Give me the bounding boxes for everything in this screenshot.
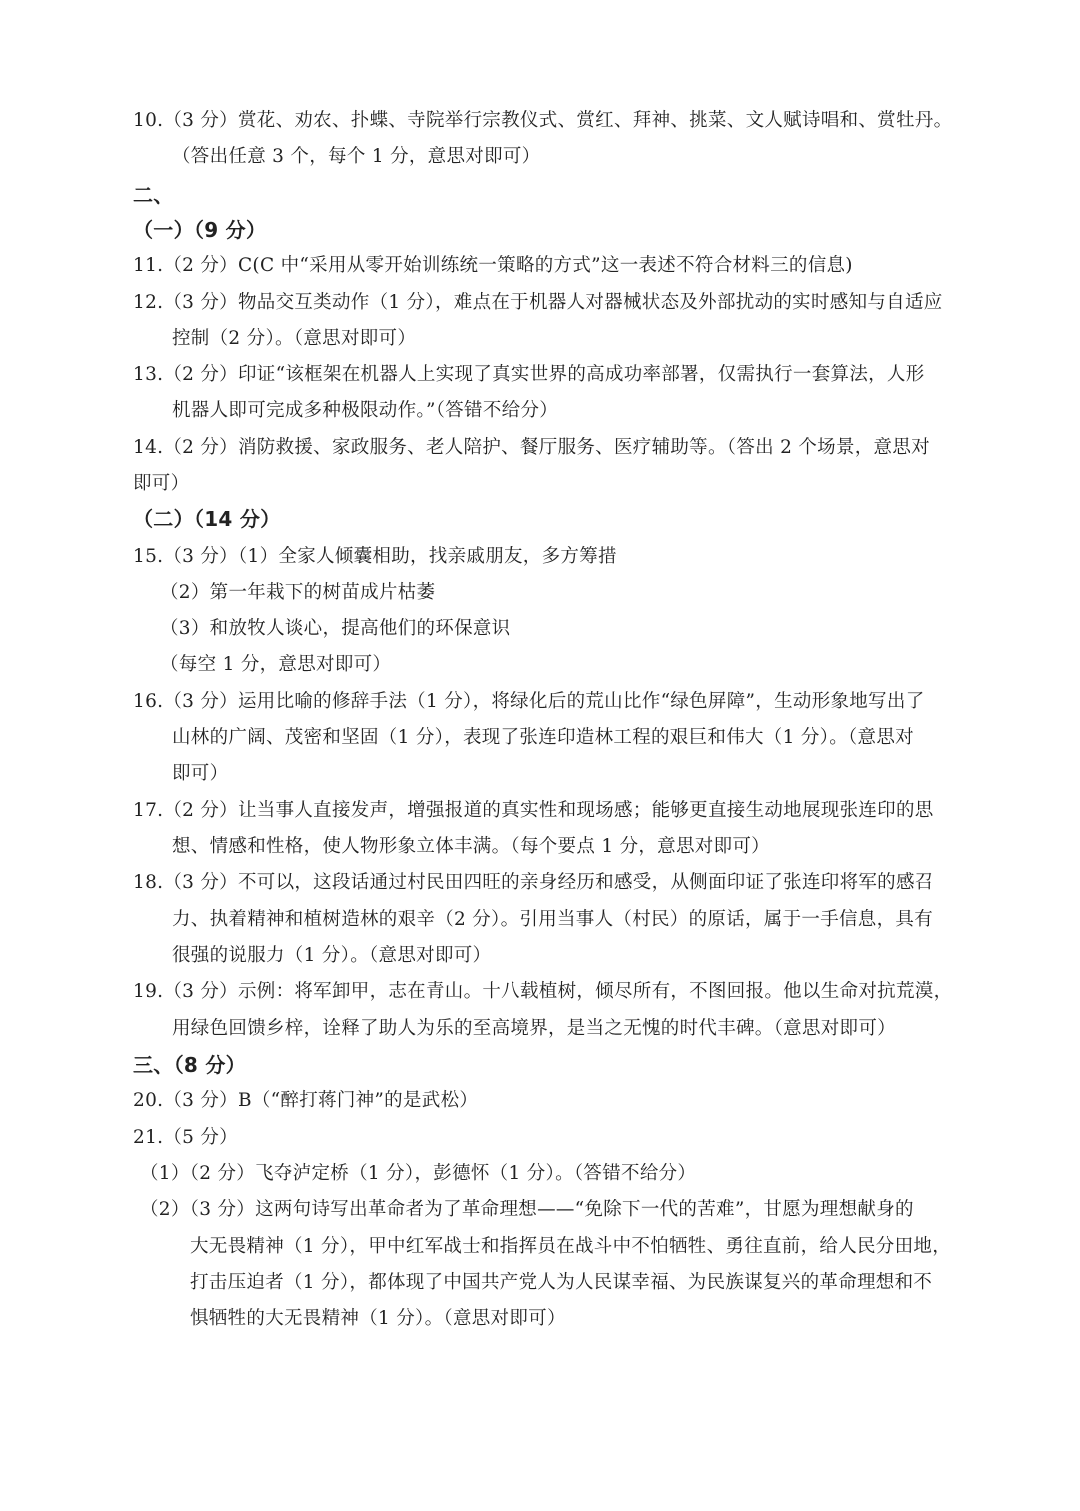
answer-15-part-2: （2）第一年栽下的树苗成片枯萎 bbox=[160, 582, 436, 603]
section-2-heading: 二、 bbox=[133, 183, 174, 207]
subsection-1-heading: （一）（9 分） bbox=[133, 218, 267, 242]
answer-16-cont-2: 即可） bbox=[172, 763, 229, 784]
subsection-2-heading: （二）（14 分） bbox=[133, 507, 281, 531]
answer-21: 21.（5 分） bbox=[133, 1127, 238, 1148]
answer-19: 19.（3 分）示例：将军卸甲，志在青山。十八载植树，倾尽所有，不图回报。他以生命对抗荒漠， bbox=[133, 981, 953, 1002]
answer-15-note: （每空 1 分，意思对即可） bbox=[160, 654, 392, 675]
answer-10-note: （答出任意 3 个，每个 1 分，意思对即可） bbox=[172, 146, 541, 167]
answer-12-cont: 控制（2 分）。（意思对即可） bbox=[172, 328, 417, 349]
answer-15: 15.（3 分）（1）全家人倾囊相助，找亲戚朋友，多方筹措 bbox=[133, 546, 617, 567]
answer-21-part-2-cont: 大无畏精神（1 分），甲中红军战士和指挥员在战斗中不怕牺牲、勇往直前，给人民分田地， bbox=[190, 1236, 952, 1257]
answer-18: 18.（3 分）不可以，这段话通过村民田四旺的亲身经历和感受，从侧面印证了张连印将军的感召 bbox=[133, 872, 934, 893]
answer-14: 14.（2 分）消防救援、家政服务、老人陪护、餐厅服务、医疗辅助等。（答出 2 个场景，意思对 bbox=[133, 437, 930, 458]
answer-15-part-3: （3）和放牧人谈心，提高他们的环保意识 bbox=[160, 618, 511, 639]
answer-21-part-2-cont-3: 惧牺牲的大无畏精神（1 分）。（意思对即可） bbox=[190, 1308, 566, 1329]
answer-17: 17.（2 分）让当事人直接发声，增强报道的真实性和现场感；能够更直接生动地展现张连印的思 bbox=[133, 800, 934, 821]
answer-14-cont: 即可） bbox=[133, 473, 190, 494]
answer-11: 11.（2 分）C(C 中“采用从零开始训练统一策略的方式”这一表述不符合材料三的信息) bbox=[133, 255, 853, 276]
answer-21-part-1: （1）（2 分）飞夺泸定桥（1 分），彭德怀（1 分）。（答错不给分） bbox=[140, 1163, 697, 1184]
answer-13: 13.（2 分）印证“该框架在机器人上实现了真实世界的高成功率部署，仅需执行一套算法，人形 bbox=[133, 364, 925, 385]
answer-18-cont-2: 很强的说服力（1 分）。（意思对即可） bbox=[172, 945, 492, 966]
answer-12: 12.（3 分）物品交互类动作（1 分），难点在于机器人对器械状态及外部扰动的实时感知与自适应 bbox=[133, 292, 943, 313]
answer-20: 20.（3 分）B（“醉打蒋门神”的是武松） bbox=[133, 1090, 479, 1111]
answer-19-cont: 用绿色回馈乡梓，诠释了助人为乐的至高境界，是当之无愧的时代丰碑。（意思对即可） bbox=[172, 1018, 896, 1039]
answer-10: 10.（3 分）赏花、劝农、扑蝶、寺院举行宗教仪式、赏红、拜神、挑菜、文人赋诗唱和、赏牡丹。 bbox=[133, 110, 953, 131]
section-3-heading: 三、（8 分） bbox=[133, 1053, 246, 1077]
answer-17-cont: 想、情感和性格，使人物形象立体丰满。（每个要点 1 分，意思对即可） bbox=[172, 836, 770, 857]
answer-16-cont: 山林的广阔、茂密和坚固（1 分），表现了张连印造林工程的艰巨和伟大（1 分）。（意思对 bbox=[172, 727, 914, 748]
answer-13-cont: 机器人即可完成多种极限动作。”（答错不给分） bbox=[172, 400, 559, 421]
answer-18-cont: 力、执着精神和植树造林的艰辛（2 分）。引用当事人（村民）的原话，属于一手信息，具有 bbox=[172, 909, 934, 930]
answer-16: 16.（3 分）运用比喻的修辞手法（1 分），将绿化后的荒山比作“绿色屏障”，生动形象地写出了 bbox=[133, 691, 925, 712]
answer-21-part-2: （2）（3 分）这两句诗写出革命者为了革命理想——“免除下一代的苦难”，甘愿为理想献身的 bbox=[140, 1199, 914, 1220]
answer-21-part-2-cont-2: 打击压迫者（1 分），都体现了中国共产党人为人民谋幸福、为民族谋复兴的革命理想和不 bbox=[190, 1272, 933, 1293]
